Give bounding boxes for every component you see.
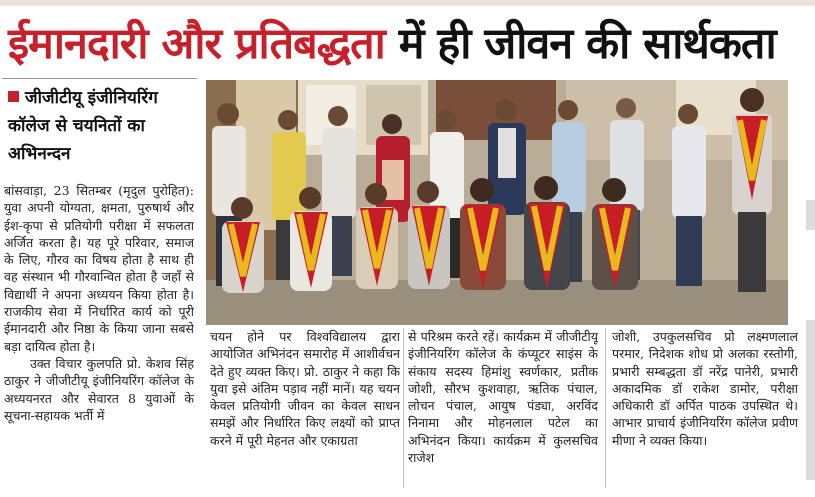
article-paragraph-2: उक्त विचार कुलपति प्रो. केशव सिंह ठाकुर ने जीजीटीयू इंजीनियरिंग कॉलेज के अध्ययनरत और सेवारत 8 युवाओं के सूचना-सहायक भर्ती में xyxy=(4,355,194,423)
headline-part-black: में ही जीवन की सार्थकता xyxy=(384,19,776,69)
top-strip xyxy=(0,0,815,6)
subheadline-text: जीजीटीयू इंजीनियरिंग कॉलेज से चयनितों का अभिनन्दन xyxy=(8,88,158,164)
column-divider-2 xyxy=(403,328,404,488)
column-divider-3 xyxy=(605,328,606,488)
article-paragraph-1: बांसवाड़ा, 23 सितम्बर (मृदुल पुरोहित): युवा अपनी योग्यता, क्षमता, पुरुषार्थ और ईश-कृपा से प्रतियोगी परीक्षा में सफलता अर्जित करता है। यह पूरे परिवार, समाज के लिए, गौरव का विषय होता है साथ ही वह संस्थान भी गौरवान्वित होता है जहाँ से विद्यार्थी ने अपना अध्ययन किया होता है। राजकीय सेवा में निर्धारित कार्य को पूरी ईमानदारी और निष्ठा के किया जाना सबसे बड़ा दायित्व होता है। xyxy=(4,183,194,354)
group-photo xyxy=(206,80,788,325)
article-column-2 xyxy=(210,328,400,494)
subheadline xyxy=(8,84,200,168)
article-column-4-text: जोशी, उपकुलसचिव प्रो लक्ष्मणलाल परमार, निदेशक शोध प्रो अलका रस्तोगी, प्रभारी सम्बद्धता डॉ नरेंद्र पानेरी, प्रभारी अकादमिक डॉ राकेश डामोर, परीक्षा अधिकारी डॉ अर्पित पाठक उपस्थित थे। आभार प्राचार्य इंजीनियरिंग कॉलेज प्रवीण मीणा ने व्यक्त किया। xyxy=(612,329,798,448)
article-column-1 xyxy=(4,182,194,494)
headline-part-red: ईमानदारी और प्रतिबद्धता xyxy=(8,19,385,69)
right-edge-strip xyxy=(806,200,815,230)
headline xyxy=(8,14,798,76)
article-column-4 xyxy=(612,328,798,494)
article-column-2-text: चयन होने पर विश्वविद्यालय द्वारा आयोजित अभिनंदन समारोह में आशीर्वचन देते हुए व्यक्त किए। प्रो. ठाकुर ने कहा कि युवा इसे अंतिम पड़ाव नहीं मानें। यह चयन केवल प्रतियोगी जीवन का केवल साधन समझें और निर्धारित किए लक्ष्यों को प्राप्त करने में पूरी मेहनत और एकाग्रता xyxy=(210,329,400,448)
headline-rule xyxy=(2,78,197,79)
group-photo-illustration xyxy=(206,80,788,325)
article-column-3 xyxy=(408,328,598,494)
article-column-3-text: से परिश्रम करते रहें। कार्यक्रम में जीजीटीयू इंजीनियरिंग कॉलेज के कंप्यूटर साइंस के संकाय सदस्य हिमांशु स्वर्णकार, प्रतीक जोशी, सौरभ कुशवाहा, ऋतिक पंचाल, लोचन पंचाल, आयुष पंड्या, अरविंद निनामा और मोहनलाल पटेल का अभिनंदन किया। कार्यक्रम में कुलसचिव राजेश xyxy=(408,329,598,466)
red-square-bullet-icon xyxy=(8,91,19,102)
right-edge-strip-lower xyxy=(806,320,815,480)
